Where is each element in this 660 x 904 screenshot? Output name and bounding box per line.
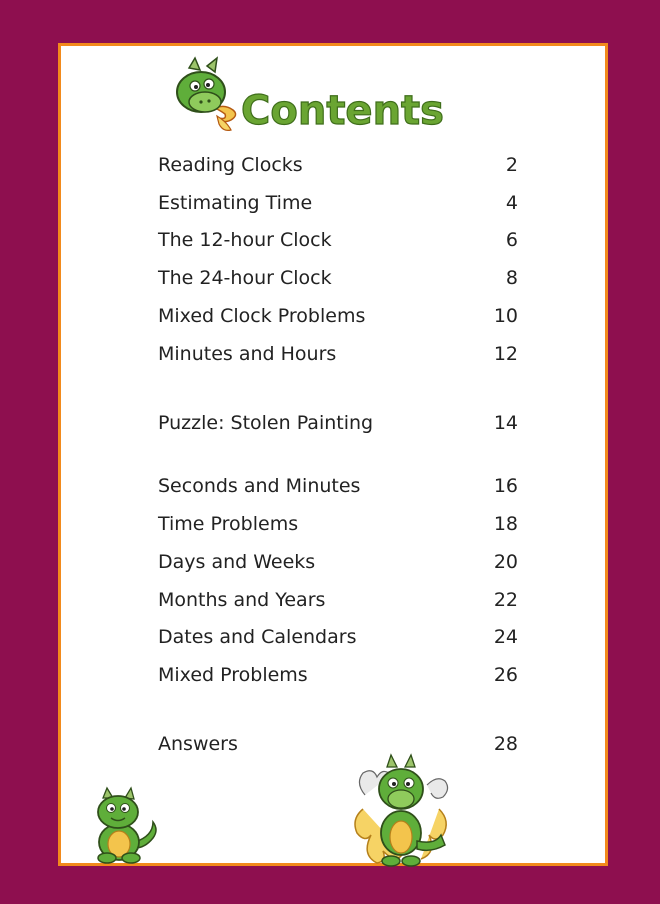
toc-page-number: 18 — [493, 513, 518, 535]
toc-row[interactable] — [158, 343, 518, 373]
standing-dragon-icon — [341, 751, 461, 869]
title-block — [171, 54, 444, 136]
toc-row[interactable] — [158, 154, 518, 184]
toc-page-number: 28 — [493, 733, 518, 755]
toc-label: The 24-hour Clock — [158, 267, 332, 289]
toc-label: Time Problems — [158, 513, 299, 535]
toc-page-number: 12 — [493, 343, 518, 365]
toc-label: Minutes and Hours — [158, 343, 337, 365]
toc-page-number: 20 — [493, 551, 518, 573]
toc-label: Mixed Problems — [158, 664, 308, 686]
page-title: Contents — [241, 88, 444, 134]
toc-row[interactable] — [158, 475, 518, 505]
content-frame — [58, 43, 608, 866]
toc-row[interactable] — [158, 513, 518, 543]
toc-label: Answers — [158, 733, 238, 755]
toc-page-number: 22 — [493, 589, 518, 611]
toc-label: The 12-hour Clock — [158, 229, 332, 251]
toc-page-number: 14 — [493, 412, 518, 434]
toc-label: Seconds and Minutes — [158, 475, 361, 497]
toc-page-number: 2 — [505, 154, 518, 176]
toc-label: Months and Years — [158, 589, 326, 611]
toc-page-number: 4 — [505, 192, 518, 214]
toc-row[interactable] — [158, 412, 518, 442]
toc-row[interactable] — [158, 626, 518, 656]
toc-row[interactable] — [158, 229, 518, 259]
toc-row[interactable] — [158, 551, 518, 581]
toc-row[interactable] — [158, 589, 518, 619]
toc-row[interactable] — [158, 305, 518, 335]
toc-page-number: 16 — [493, 475, 518, 497]
toc-page-number: 8 — [505, 267, 518, 289]
toc-page-number: 26 — [493, 664, 518, 686]
toc-page-number: 6 — [505, 229, 518, 251]
toc-label: Mixed Clock Problems — [158, 305, 366, 327]
toc-label: Dates and Calendars — [158, 626, 357, 648]
toc-row[interactable] — [158, 664, 518, 694]
toc-page-number: 10 — [493, 305, 518, 327]
dragon-head-icon — [171, 56, 251, 136]
toc-row[interactable] — [158, 267, 518, 297]
toc-label: Reading Clocks — [158, 154, 303, 176]
toc-page-number: 24 — [493, 626, 518, 648]
toc-row[interactable] — [158, 733, 518, 763]
toc-label: Puzzle: Stolen Painting — [158, 412, 374, 434]
toc-label: Estimating Time — [158, 192, 313, 214]
toc-label: Days and Weeks — [158, 551, 316, 573]
sitting-dragon-icon — [81, 786, 161, 864]
toc-row[interactable] — [158, 192, 518, 222]
